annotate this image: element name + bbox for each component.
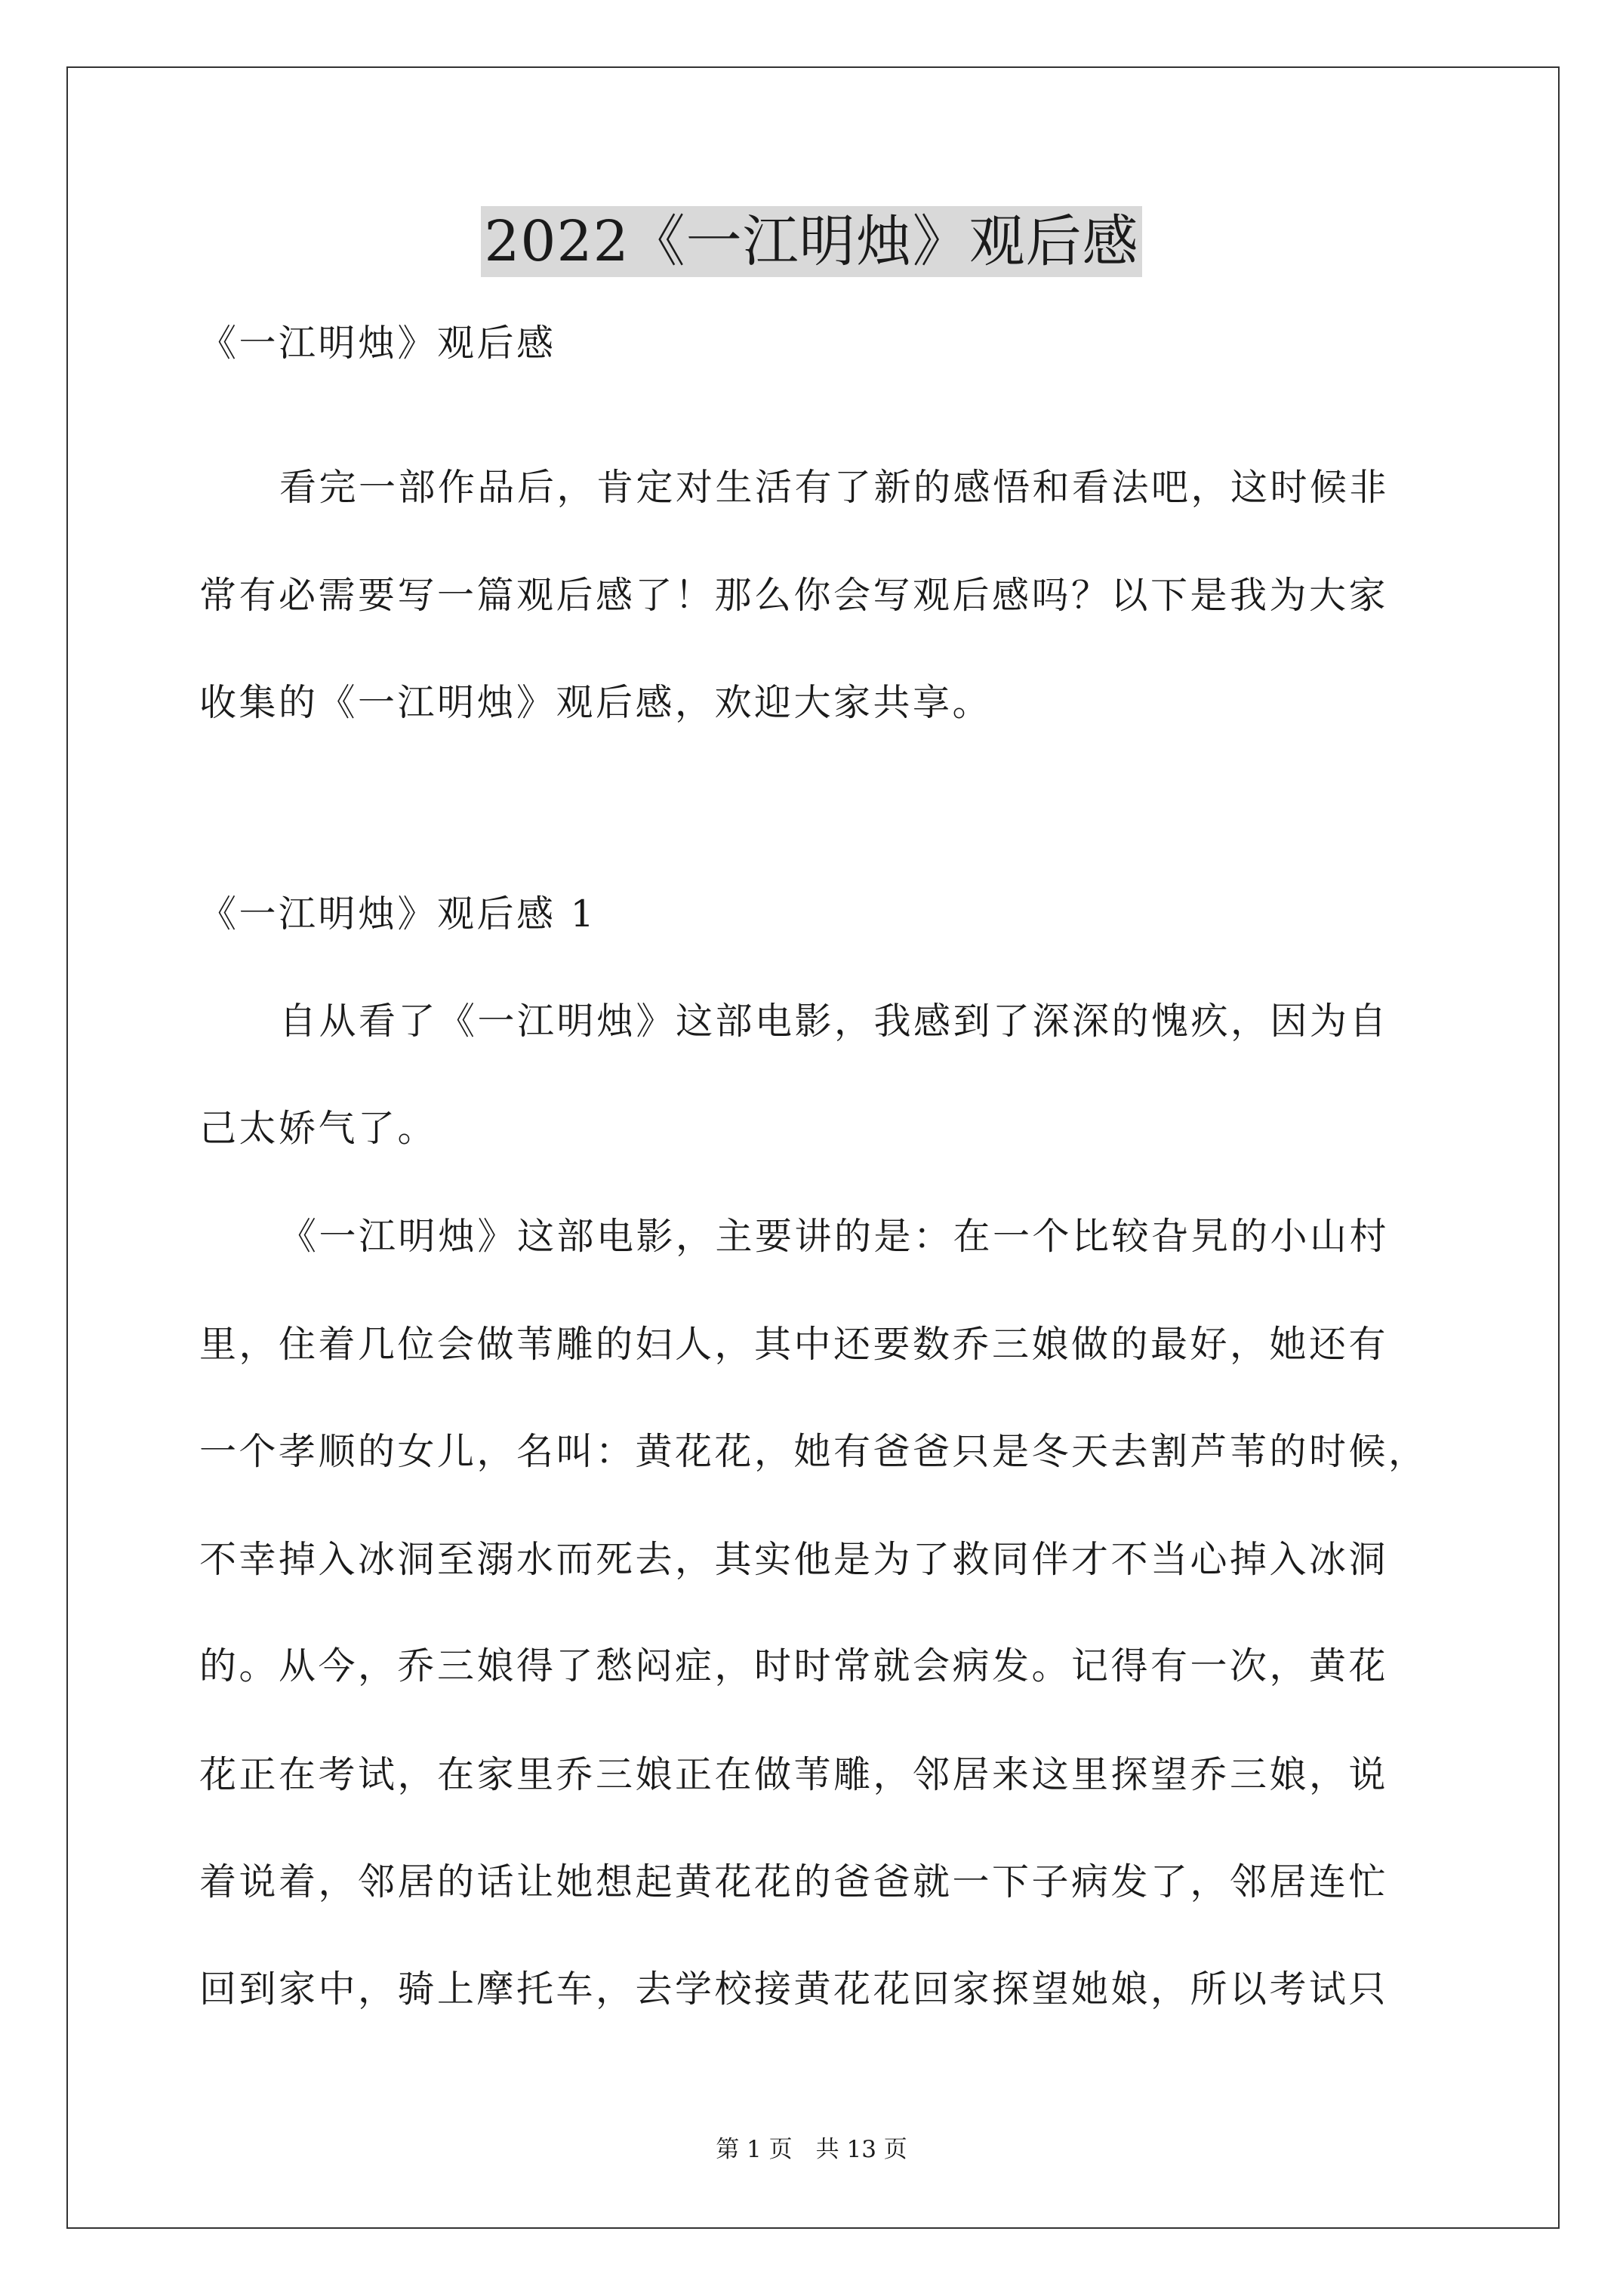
intro-line-1: 看完一部作品后，肯定对生活有了新的感悟和看法吧，这时候非: [279, 466, 1390, 509]
page-footer: 第 1 页 共 13 页: [716, 2136, 907, 2163]
paragraph2-line-1: 《一江明烛》这部电影，主要讲的是：在一个比较旮旯的小山村: [279, 1215, 1390, 1258]
document-title-text: 2022《一江明烛》观后感: [481, 206, 1141, 277]
paragraph2-line-7: 着说着，邻居的话让她想起黄花花的爸爸就一下子病发了，邻居连忙: [199, 1860, 1389, 1903]
paragraph2-line-4: 不幸掉入冰洞至溺水而死去，其实他是为了救同伴才不当心掉入冰洞: [199, 1538, 1389, 1581]
paragraph1-line-2: 己太娇气了。: [199, 1107, 438, 1150]
paragraph2-line-8: 回到家中，骑上摩托车，去学校接黄花花回家探望她娘，所以考试只: [199, 1968, 1389, 2011]
document-title: [0, 204, 1623, 279]
section-heading: 《一江明烛》观后感 1: [199, 892, 597, 935]
intro-line-3: 收集的《一江明烛》观后感，欢迎大家共享。: [199, 681, 993, 724]
paragraph2-line-3: 一个孝顺的女儿，名叫：黄花花，她有爸爸只是冬天去割芦苇的时候，: [199, 1430, 1428, 1473]
subtitle: 《一江明烛》观后感: [199, 322, 556, 365]
paragraph2-line-2: 里，住着几位会做苇雕的妇人，其中还要数乔三娘做的最好，她还有: [199, 1323, 1389, 1366]
paragraph2-line-5: 的。从今，乔三娘得了愁闷症，时时常就会病发。记得有一次，黄花: [199, 1644, 1389, 1687]
intro-line-2: 常有必需要写一篇观后感了！那么你会写观后感吗？以下是我为大家: [199, 574, 1389, 617]
paragraph2-line-6: 花正在考试，在家里乔三娘正在做苇雕，邻居来这里探望乔三娘，说: [199, 1753, 1389, 1796]
paragraph1-line-1: 自从看了《一江明烛》这部电影，我感到了深深的愧疚，因为自: [279, 1000, 1390, 1043]
